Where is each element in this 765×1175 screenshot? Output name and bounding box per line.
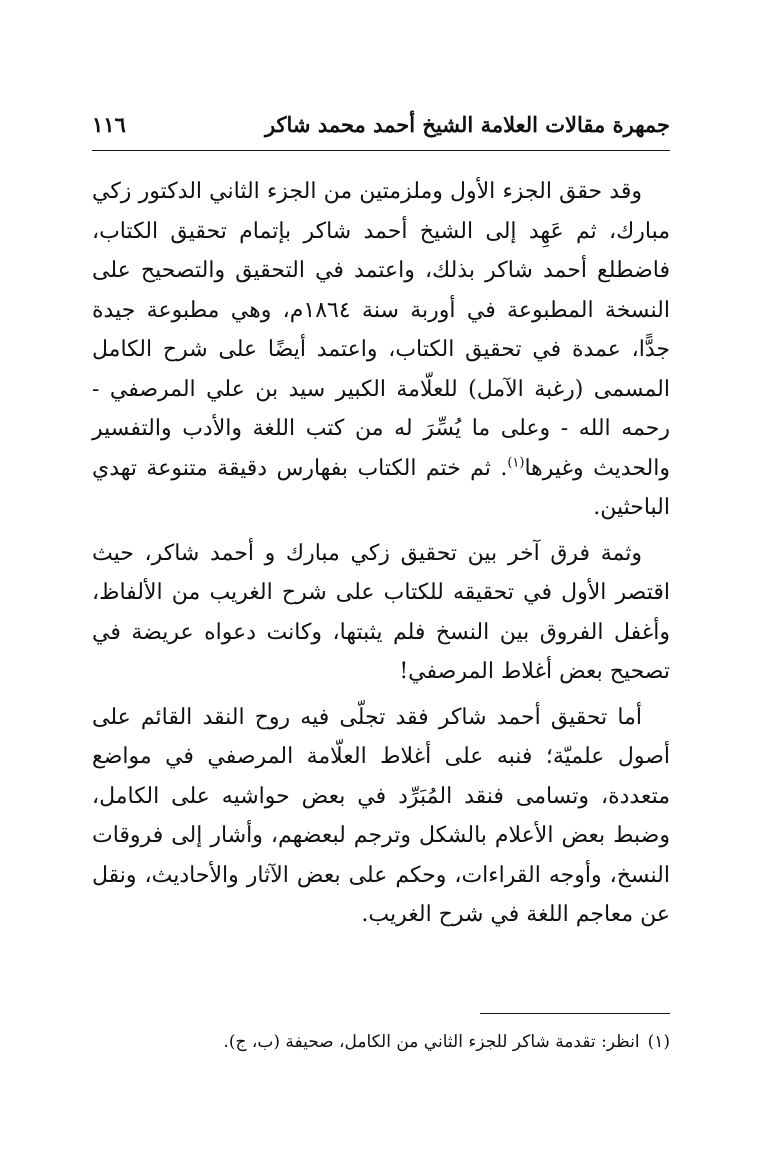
paragraph-2-text: وثمة فرق آخر بين تحقيق زكي مبارك و أحمد شاكر، حيث اقتصر الأول في تحقيقه للكتاب على شرح الغريب من الألفاظ، وأغفل الفروق بين النسخ فلم يثبتها، وكانت دعواه عريضة في تصحيح بعض أغلاط المرصفي! xyxy=(92,540,670,684)
paragraph-1 xyxy=(92,172,670,528)
main-text xyxy=(92,172,670,941)
footnote xyxy=(92,1028,670,1056)
paragraph-2 xyxy=(92,534,670,692)
running-title: جمهرة مقالات العلامة الشيخ أحمد محمد شاكر xyxy=(264,112,670,137)
paragraph-1-text: وقد حقق الجزء الأول وملزمتين من الجزء الثاني الدكتور زكي مبارك، ثم عَهِد إلى الشيخ أحمد شاكر بإتمام تحقيق الكتاب، فاضطلع أحمد شاكر بذلك، واعتمد في التحقيق والتصحيح على النسخة المطبوعة في أوربة سنة ١٨٦٤م، وهي مطبوعة جيدة جدًّا، عمدة في تحقيق الكتاب، واعتمد أيضًا على شرح الكامل المسمى (رغبة الآمل) للعلّامة الكبير سيد بن علي المرصفي - رحمه الله - وعلى ما يُسِّرَ له من كتب اللغة والأدب والتفسير والحديث وغيرها xyxy=(92,179,670,481)
footnote-reference[interactable]: (١) xyxy=(507,455,525,471)
header-rule xyxy=(92,150,670,151)
footnote-text: انظر: تقدمة شاكر للجزء الثاني من الكامل، صحيفة (ب، ج). xyxy=(223,1032,640,1052)
page-number: ١١٦ xyxy=(92,112,126,137)
footnote-rule xyxy=(480,1013,670,1014)
running-head xyxy=(92,108,670,148)
paragraph-3 xyxy=(92,698,670,935)
paragraph-3-text: أما تحقيق أحمد شاكر فقد تجلّى فيه روح النقد القائم على أصول علميّة؛ فنبه على أغلاط العلّامة المرصفي في مواضع متعددة، وتسامى فنقد المُبَرِّد في بعض حواشيه على الكامل، وضبط بعض الأعلام بالشكل وترجم لبعضهم، وأشار إلى فروقات النسخ، وأوجه القراءات، وحكم على بعض الآثار والأحاديث، ونقل عن معاجم اللغة في شرح الغريب. xyxy=(92,704,670,927)
footnote-marker: (١) xyxy=(647,1032,670,1052)
paragraph-1-text-end: . ثم ختم الكتاب بفهارس دقيقة متنوعة تهدي الباحثين. xyxy=(92,455,670,520)
